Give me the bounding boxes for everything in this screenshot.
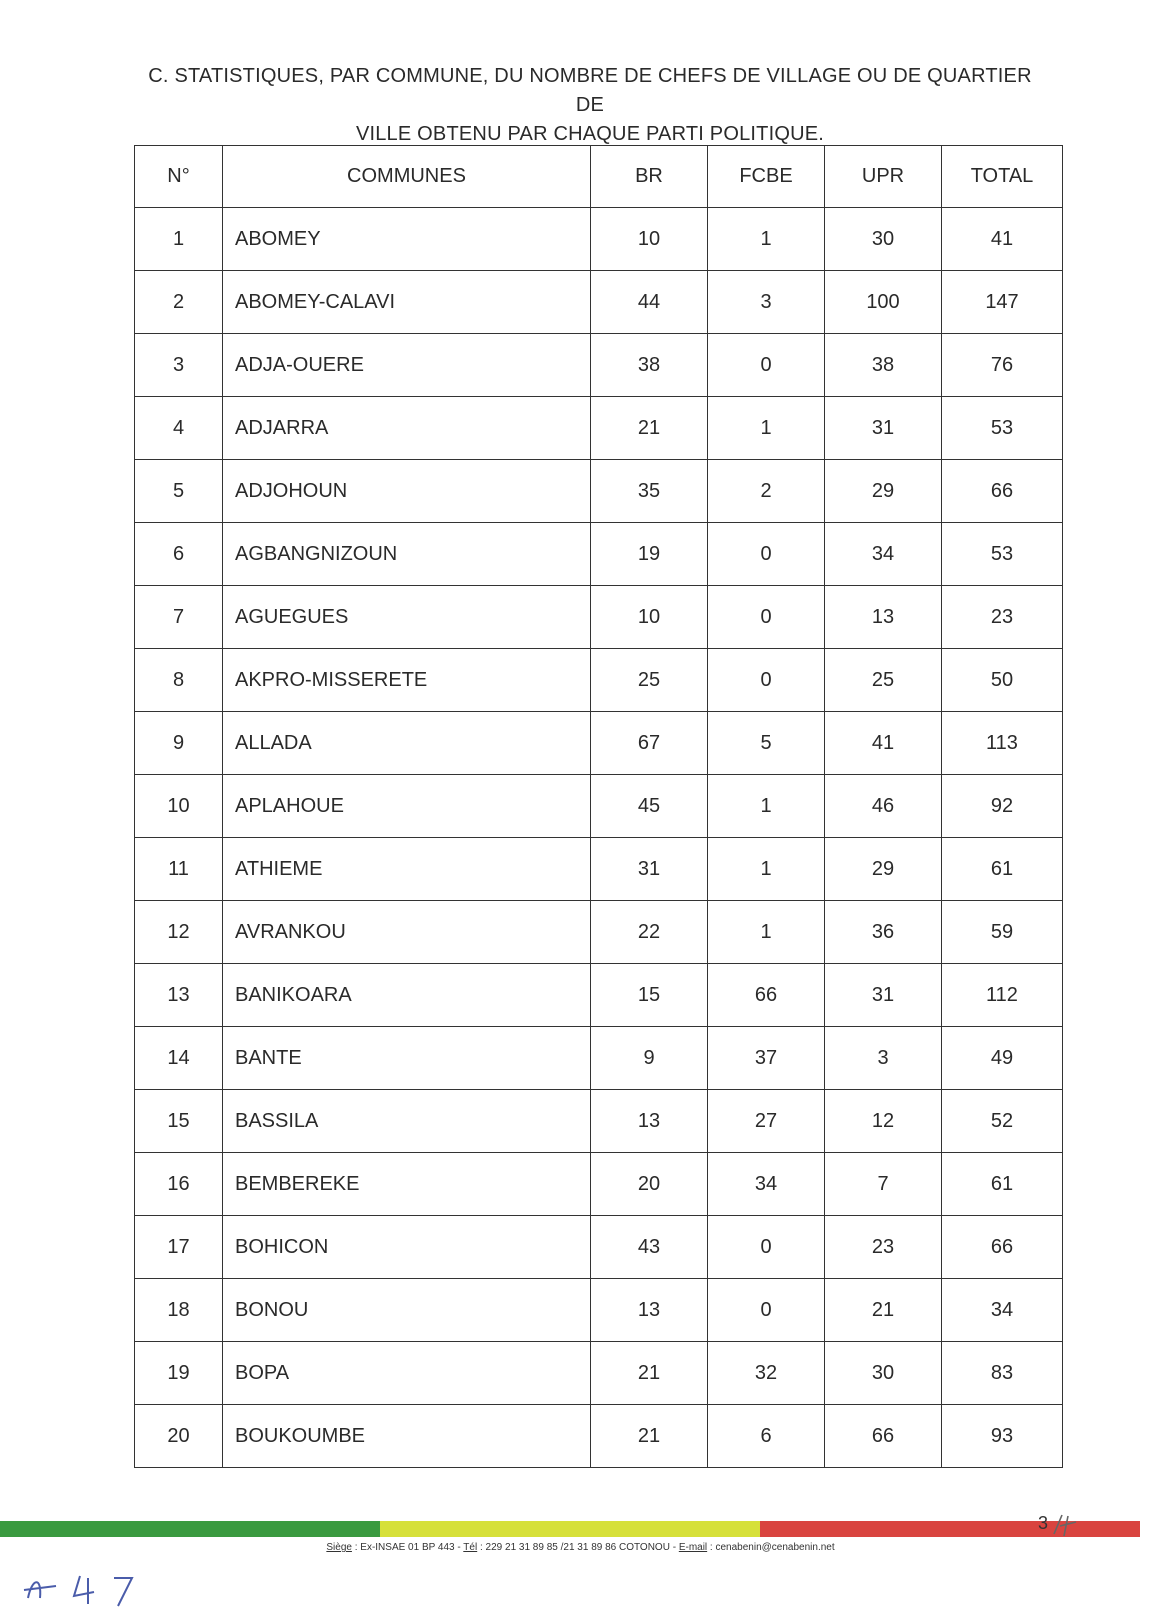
row-total: 61 (942, 838, 1063, 901)
row-upr: 29 (825, 460, 942, 523)
row-number: 16 (135, 1153, 223, 1216)
row-fcbe: 2 (708, 460, 825, 523)
row-br: 10 (591, 586, 708, 649)
row-commune: AVRANKOU (223, 901, 591, 964)
header-total: TOTAL (942, 146, 1063, 208)
row-upr: 34 (825, 523, 942, 586)
row-br: 10 (591, 208, 708, 271)
row-total: 49 (942, 1027, 1063, 1090)
row-total: 23 (942, 586, 1063, 649)
document-heading (140, 62, 1040, 149)
row-upr: 23 (825, 1216, 942, 1279)
row-br: 38 (591, 334, 708, 397)
table-row (135, 649, 1063, 712)
row-br: 13 (591, 1090, 708, 1153)
row-upr: 31 (825, 397, 942, 460)
row-commune: BEMBEREKE (223, 1153, 591, 1216)
row-number: 14 (135, 1027, 223, 1090)
table-row (135, 901, 1063, 964)
row-commune: BONOU (223, 1279, 591, 1342)
initials-signature-icon (1050, 1512, 1080, 1538)
row-commune: AGUEGUES (223, 586, 591, 649)
footer-siege-label: Siège (326, 1542, 352, 1553)
table-row (135, 712, 1063, 775)
row-total: 41 (942, 208, 1063, 271)
row-upr: 41 (825, 712, 942, 775)
row-br: 9 (591, 1027, 708, 1090)
row-upr: 7 (825, 1153, 942, 1216)
row-number: 13 (135, 964, 223, 1027)
table-row (135, 1279, 1063, 1342)
row-upr: 46 (825, 775, 942, 838)
row-total: 113 (942, 712, 1063, 775)
row-commune: AGBANGNIZOUN (223, 523, 591, 586)
row-commune: ALLADA (223, 712, 591, 775)
row-total: 66 (942, 460, 1063, 523)
row-commune: ATHIEME (223, 838, 591, 901)
row-fcbe: 0 (708, 649, 825, 712)
footer-email-value: : cenabenin@cenabenin.net (707, 1542, 835, 1553)
commune-statistics-table (134, 145, 1063, 1468)
row-total: 53 (942, 397, 1063, 460)
row-number: 6 (135, 523, 223, 586)
row-number: 8 (135, 649, 223, 712)
header-number: N° (135, 146, 223, 208)
header-br: BR (591, 146, 708, 208)
footer-tel-label: Tél (463, 1542, 478, 1553)
row-number: 4 (135, 397, 223, 460)
row-upr: 30 (825, 208, 942, 271)
color-bar-red (760, 1521, 1140, 1537)
row-br: 22 (591, 901, 708, 964)
row-number: 20 (135, 1405, 223, 1468)
table-row (135, 775, 1063, 838)
initials-mark (1050, 1512, 1080, 1544)
row-br: 67 (591, 712, 708, 775)
table-row (135, 271, 1063, 334)
row-upr: 13 (825, 586, 942, 649)
row-upr: 100 (825, 271, 942, 334)
row-fcbe: 0 (708, 334, 825, 397)
table-row (135, 460, 1063, 523)
row-upr: 25 (825, 649, 942, 712)
table-row (135, 586, 1063, 649)
row-upr: 38 (825, 334, 942, 397)
row-br: 35 (591, 460, 708, 523)
header-upr: UPR (825, 146, 942, 208)
row-total: 92 (942, 775, 1063, 838)
row-total: 93 (942, 1405, 1063, 1468)
row-upr: 29 (825, 838, 942, 901)
row-fcbe: 37 (708, 1027, 825, 1090)
table-row (135, 208, 1063, 271)
row-number: 3 (135, 334, 223, 397)
row-commune: ABOMEY (223, 208, 591, 271)
table-row (135, 334, 1063, 397)
row-fcbe: 0 (708, 523, 825, 586)
page-number: 3 (1038, 1513, 1049, 1533)
footer-color-bar (0, 1521, 1140, 1537)
row-number: 10 (135, 775, 223, 838)
row-total: 66 (942, 1216, 1063, 1279)
footer-contact (0, 1542, 1161, 1553)
row-commune: BASSILA (223, 1090, 591, 1153)
row-total: 76 (942, 334, 1063, 397)
row-upr: 31 (825, 964, 942, 1027)
row-fcbe: 0 (708, 586, 825, 649)
table-row (135, 1342, 1063, 1405)
row-number: 18 (135, 1279, 223, 1342)
row-number: 15 (135, 1090, 223, 1153)
row-total: 61 (942, 1153, 1063, 1216)
color-bar-green (0, 1521, 380, 1537)
table-body (135, 208, 1063, 1468)
table-row (135, 964, 1063, 1027)
row-commune: BOPA (223, 1342, 591, 1405)
row-commune: APLAHOUE (223, 775, 591, 838)
row-commune: ADJOHOUN (223, 460, 591, 523)
row-upr: 3 (825, 1027, 942, 1090)
table-row (135, 1405, 1063, 1468)
row-commune: ADJARRA (223, 397, 591, 460)
row-fcbe: 1 (708, 397, 825, 460)
row-upr: 36 (825, 901, 942, 964)
heading-line-2: VILLE OBTENU PAR CHAQUE PARTI POLITIQUE. (355, 123, 825, 145)
row-commune: ABOMEY-CALAVI (223, 271, 591, 334)
row-number: 19 (135, 1342, 223, 1405)
row-fcbe: 5 (708, 712, 825, 775)
row-br: 45 (591, 775, 708, 838)
heading-line-1: C. STATISTIQUES, PAR COMMUNE, DU NOMBRE DE CHEFS DE VILLAGE OU DE QUARTIER DE (148, 65, 1032, 116)
table-row (135, 1153, 1063, 1216)
row-fcbe: 0 (708, 1279, 825, 1342)
row-br: 21 (591, 397, 708, 460)
table-row (135, 523, 1063, 586)
table-row (135, 838, 1063, 901)
row-total: 59 (942, 901, 1063, 964)
row-br: 21 (591, 1342, 708, 1405)
row-number: 5 (135, 460, 223, 523)
row-total: 112 (942, 964, 1063, 1027)
row-fcbe: 27 (708, 1090, 825, 1153)
row-br: 15 (591, 964, 708, 1027)
row-br: 13 (591, 1279, 708, 1342)
row-fcbe: 34 (708, 1153, 825, 1216)
handwritten-signature-icon (22, 1568, 202, 1608)
row-fcbe: 3 (708, 271, 825, 334)
footer-email-label: E-mail (678, 1542, 708, 1553)
row-total: 83 (942, 1342, 1063, 1405)
row-upr: 21 (825, 1279, 942, 1342)
row-upr: 66 (825, 1405, 942, 1468)
row-number: 11 (135, 838, 223, 901)
row-br: 21 (591, 1405, 708, 1468)
row-number: 9 (135, 712, 223, 775)
row-commune: BOHICON (223, 1216, 591, 1279)
row-commune: BANIKOARA (223, 964, 591, 1027)
row-total: 52 (942, 1090, 1063, 1153)
row-br: 44 (591, 271, 708, 334)
row-fcbe: 6 (708, 1405, 825, 1468)
row-fcbe: 1 (708, 775, 825, 838)
row-number: 2 (135, 271, 223, 334)
row-br: 19 (591, 523, 708, 586)
table-row (135, 397, 1063, 460)
row-number: 17 (135, 1216, 223, 1279)
row-fcbe: 1 (708, 838, 825, 901)
row-commune: ADJA-OUERE (223, 334, 591, 397)
table-row (135, 1027, 1063, 1090)
row-total: 147 (942, 271, 1063, 334)
table-header-row (135, 146, 1063, 208)
table-row (135, 1216, 1063, 1279)
row-commune: AKPRO-MISSERETE (223, 649, 591, 712)
row-commune: BANTE (223, 1027, 591, 1090)
row-upr: 30 (825, 1342, 942, 1405)
row-br: 20 (591, 1153, 708, 1216)
row-total: 50 (942, 649, 1063, 712)
row-br: 31 (591, 838, 708, 901)
row-number: 1 (135, 208, 223, 271)
row-total: 34 (942, 1279, 1063, 1342)
row-fcbe: 0 (708, 1216, 825, 1279)
row-upr: 12 (825, 1090, 942, 1153)
footer-siege-value: : Ex-INSAE 01 BP 443 - (351, 1542, 464, 1553)
row-number: 12 (135, 901, 223, 964)
table-row (135, 1090, 1063, 1153)
header-fcbe: FCBE (708, 146, 825, 208)
row-br: 43 (591, 1216, 708, 1279)
handwritten-signature (22, 1568, 202, 1617)
row-br: 25 (591, 649, 708, 712)
row-number: 7 (135, 586, 223, 649)
row-commune: BOUKOUMBE (223, 1405, 591, 1468)
row-fcbe: 66 (708, 964, 825, 1027)
row-total: 53 (942, 523, 1063, 586)
row-fcbe: 32 (708, 1342, 825, 1405)
row-fcbe: 1 (708, 208, 825, 271)
row-fcbe: 1 (708, 901, 825, 964)
header-communes: COMMUNES (223, 146, 591, 208)
color-bar-yellow (380, 1521, 760, 1537)
footer-tel-value: : 229 21 31 89 85 /21 31 89 86 COTONOU - (477, 1542, 679, 1553)
